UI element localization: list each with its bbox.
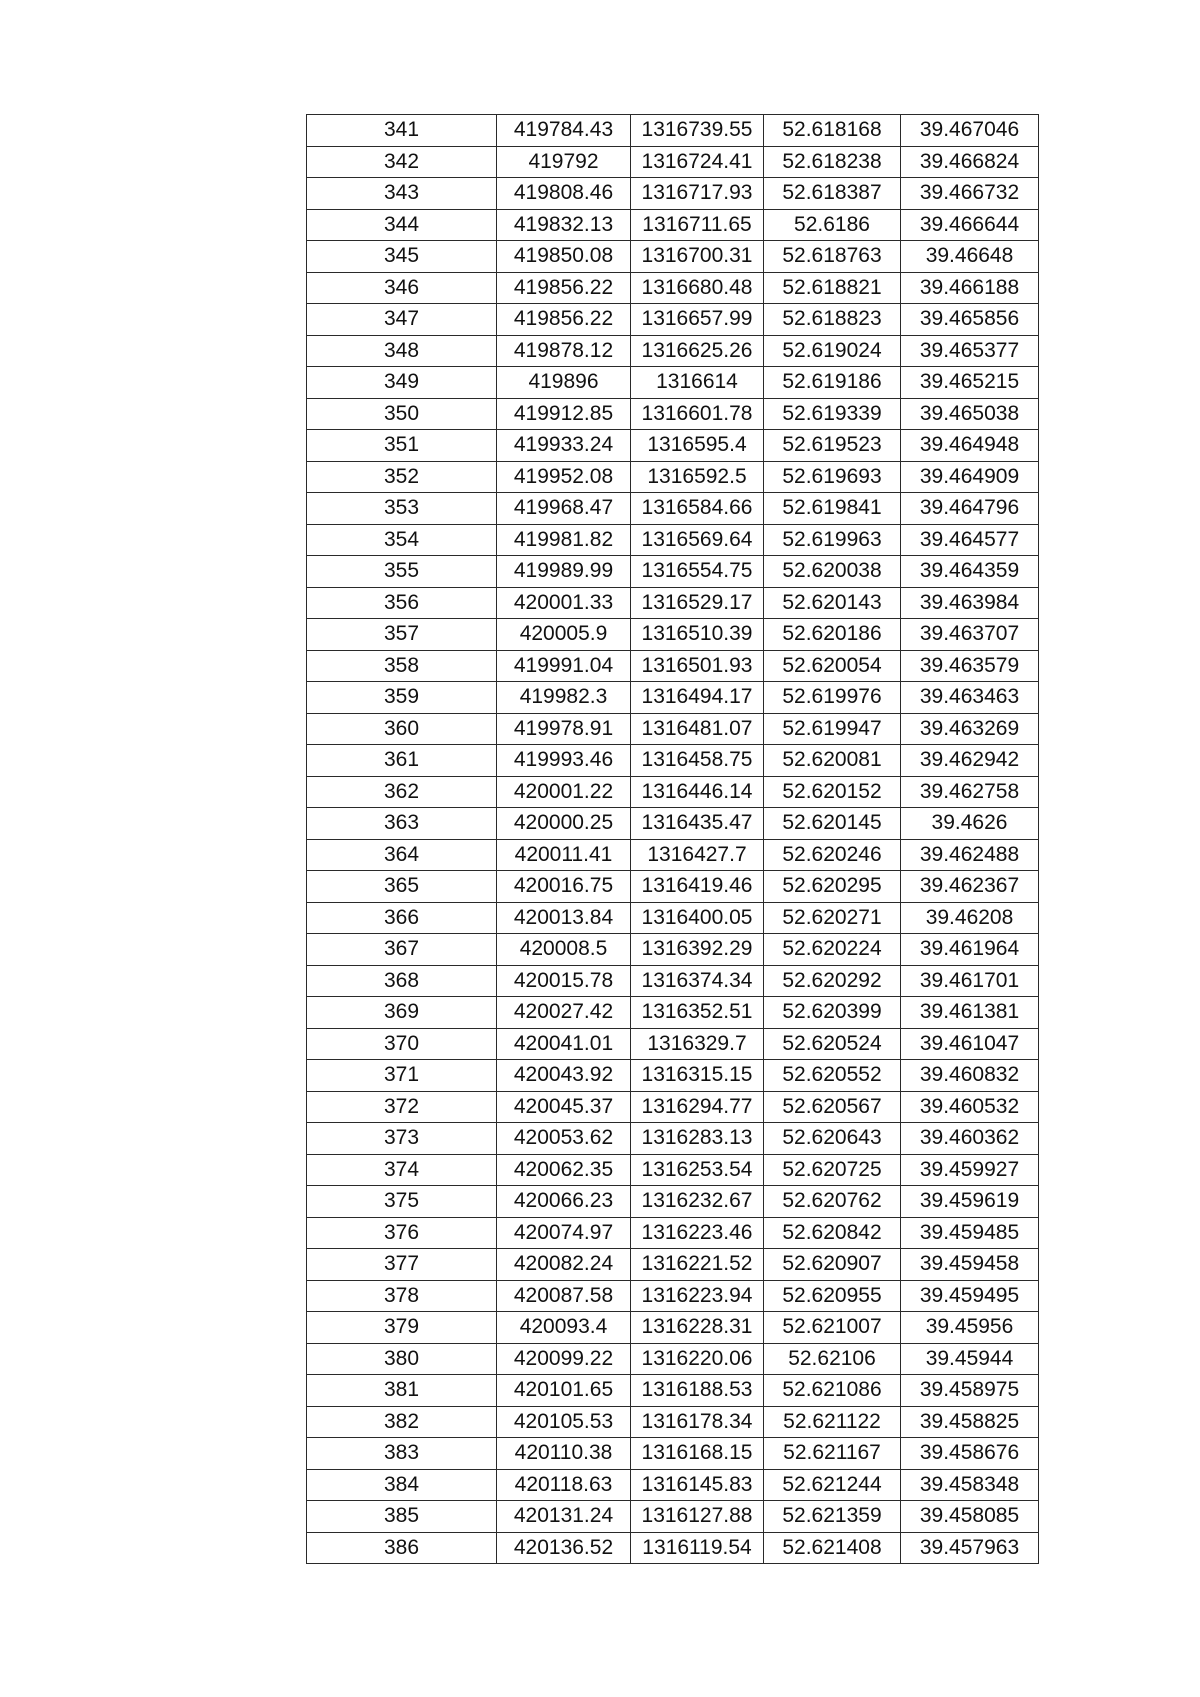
x-coordinate-cell: 419978.91 bbox=[497, 713, 631, 745]
table-row bbox=[307, 713, 1039, 745]
table-row bbox=[307, 146, 1039, 178]
x-coordinate-cell: 419832.13 bbox=[497, 209, 631, 241]
longitude-cell: 39.462758 bbox=[901, 776, 1039, 808]
x-coordinate-cell: 419993.46 bbox=[497, 745, 631, 777]
latitude-cell: 52.620643 bbox=[764, 1123, 901, 1155]
y-coordinate-cell: 1316700.31 bbox=[631, 241, 764, 273]
longitude-cell: 39.465215 bbox=[901, 367, 1039, 399]
x-coordinate-cell: 420093.4 bbox=[497, 1312, 631, 1344]
point-number-cell: 365 bbox=[307, 871, 497, 903]
y-coordinate-cell: 1316481.07 bbox=[631, 713, 764, 745]
longitude-cell: 39.462942 bbox=[901, 745, 1039, 777]
table-row bbox=[307, 241, 1039, 273]
point-number-cell: 347 bbox=[307, 304, 497, 336]
latitude-cell: 52.619693 bbox=[764, 461, 901, 493]
point-number-cell: 361 bbox=[307, 745, 497, 777]
x-coordinate-cell: 420008.5 bbox=[497, 934, 631, 966]
x-coordinate-cell: 419808.46 bbox=[497, 178, 631, 210]
table-row bbox=[307, 1532, 1039, 1564]
latitude-cell: 52.619523 bbox=[764, 430, 901, 462]
x-coordinate-cell: 420053.62 bbox=[497, 1123, 631, 1155]
latitude-cell: 52.621244 bbox=[764, 1469, 901, 1501]
latitude-cell: 52.620725 bbox=[764, 1154, 901, 1186]
y-coordinate-cell: 1316510.39 bbox=[631, 619, 764, 651]
table-row bbox=[307, 650, 1039, 682]
table-row bbox=[307, 1060, 1039, 1092]
point-number-cell: 352 bbox=[307, 461, 497, 493]
latitude-cell: 52.620524 bbox=[764, 1028, 901, 1060]
y-coordinate-cell: 1316592.5 bbox=[631, 461, 764, 493]
latitude-cell: 52.620907 bbox=[764, 1249, 901, 1281]
point-number-cell: 372 bbox=[307, 1091, 497, 1123]
longitude-cell: 39.458085 bbox=[901, 1501, 1039, 1533]
latitude-cell: 52.620552 bbox=[764, 1060, 901, 1092]
longitude-cell: 39.464796 bbox=[901, 493, 1039, 525]
latitude-cell: 52.620842 bbox=[764, 1217, 901, 1249]
point-number-cell: 378 bbox=[307, 1280, 497, 1312]
longitude-cell: 39.458676 bbox=[901, 1438, 1039, 1470]
point-number-cell: 384 bbox=[307, 1469, 497, 1501]
longitude-cell: 39.460832 bbox=[901, 1060, 1039, 1092]
table-row bbox=[307, 1343, 1039, 1375]
latitude-cell: 52.621408 bbox=[764, 1532, 901, 1564]
point-number-cell: 364 bbox=[307, 839, 497, 871]
longitude-cell: 39.465038 bbox=[901, 398, 1039, 430]
latitude-cell: 52.620955 bbox=[764, 1280, 901, 1312]
latitude-cell: 52.621007 bbox=[764, 1312, 901, 1344]
longitude-cell: 39.46648 bbox=[901, 241, 1039, 273]
x-coordinate-cell: 420118.63 bbox=[497, 1469, 631, 1501]
table-row bbox=[307, 776, 1039, 808]
longitude-cell: 39.467046 bbox=[901, 115, 1039, 147]
x-coordinate-cell: 420001.22 bbox=[497, 776, 631, 808]
x-coordinate-cell: 420087.58 bbox=[497, 1280, 631, 1312]
latitude-cell: 52.618238 bbox=[764, 146, 901, 178]
y-coordinate-cell: 1316283.13 bbox=[631, 1123, 764, 1155]
x-coordinate-cell: 420016.75 bbox=[497, 871, 631, 903]
longitude-cell: 39.464909 bbox=[901, 461, 1039, 493]
table-row bbox=[307, 430, 1039, 462]
latitude-cell: 52.619024 bbox=[764, 335, 901, 367]
point-number-cell: 355 bbox=[307, 556, 497, 588]
longitude-cell: 39.461381 bbox=[901, 997, 1039, 1029]
point-number-cell: 360 bbox=[307, 713, 497, 745]
latitude-cell: 52.621167 bbox=[764, 1438, 901, 1470]
point-number-cell: 381 bbox=[307, 1375, 497, 1407]
longitude-cell: 39.459927 bbox=[901, 1154, 1039, 1186]
table-row bbox=[307, 839, 1039, 871]
latitude-cell: 52.620054 bbox=[764, 650, 901, 682]
x-coordinate-cell: 420082.24 bbox=[497, 1249, 631, 1281]
latitude-cell: 52.620292 bbox=[764, 965, 901, 997]
longitude-cell: 39.465377 bbox=[901, 335, 1039, 367]
longitude-cell: 39.465856 bbox=[901, 304, 1039, 336]
point-number-cell: 386 bbox=[307, 1532, 497, 1564]
latitude-cell: 52.620145 bbox=[764, 808, 901, 840]
longitude-cell: 39.464948 bbox=[901, 430, 1039, 462]
y-coordinate-cell: 1316501.93 bbox=[631, 650, 764, 682]
y-coordinate-cell: 1316168.15 bbox=[631, 1438, 764, 1470]
longitude-cell: 39.46208 bbox=[901, 902, 1039, 934]
table-row bbox=[307, 178, 1039, 210]
point-number-cell: 343 bbox=[307, 178, 497, 210]
longitude-cell: 39.458975 bbox=[901, 1375, 1039, 1407]
y-coordinate-cell: 1316221.52 bbox=[631, 1249, 764, 1281]
table-row bbox=[307, 902, 1039, 934]
longitude-cell: 39.457963 bbox=[901, 1532, 1039, 1564]
x-coordinate-cell: 419968.47 bbox=[497, 493, 631, 525]
y-coordinate-cell: 1316680.48 bbox=[631, 272, 764, 304]
point-number-cell: 351 bbox=[307, 430, 497, 462]
point-number-cell: 373 bbox=[307, 1123, 497, 1155]
longitude-cell: 39.466644 bbox=[901, 209, 1039, 241]
latitude-cell: 52.620038 bbox=[764, 556, 901, 588]
point-number-cell: 359 bbox=[307, 682, 497, 714]
x-coordinate-cell: 420062.35 bbox=[497, 1154, 631, 1186]
table-row bbox=[307, 1438, 1039, 1470]
x-coordinate-cell: 419912.85 bbox=[497, 398, 631, 430]
x-coordinate-cell: 420136.52 bbox=[497, 1532, 631, 1564]
table-row bbox=[307, 871, 1039, 903]
table-row bbox=[307, 1154, 1039, 1186]
y-coordinate-cell: 1316427.7 bbox=[631, 839, 764, 871]
longitude-cell: 39.466188 bbox=[901, 272, 1039, 304]
y-coordinate-cell: 1316253.54 bbox=[631, 1154, 764, 1186]
table-row bbox=[307, 934, 1039, 966]
y-coordinate-cell: 1316569.64 bbox=[631, 524, 764, 556]
latitude-cell: 52.621359 bbox=[764, 1501, 901, 1533]
point-number-cell: 345 bbox=[307, 241, 497, 273]
y-coordinate-cell: 1316554.75 bbox=[631, 556, 764, 588]
longitude-cell: 39.459458 bbox=[901, 1249, 1039, 1281]
table-row bbox=[307, 367, 1039, 399]
table-row bbox=[307, 335, 1039, 367]
x-coordinate-cell: 420099.22 bbox=[497, 1343, 631, 1375]
latitude-cell: 52.620224 bbox=[764, 934, 901, 966]
x-coordinate-cell: 420074.97 bbox=[497, 1217, 631, 1249]
y-coordinate-cell: 1316145.83 bbox=[631, 1469, 764, 1501]
x-coordinate-cell: 420027.42 bbox=[497, 997, 631, 1029]
x-coordinate-cell: 420043.92 bbox=[497, 1060, 631, 1092]
x-coordinate-cell: 420066.23 bbox=[497, 1186, 631, 1218]
point-number-cell: 376 bbox=[307, 1217, 497, 1249]
latitude-cell: 52.618823 bbox=[764, 304, 901, 336]
latitude-cell: 52.619947 bbox=[764, 713, 901, 745]
y-coordinate-cell: 1316127.88 bbox=[631, 1501, 764, 1533]
y-coordinate-cell: 1316458.75 bbox=[631, 745, 764, 777]
latitude-cell: 52.6186 bbox=[764, 209, 901, 241]
x-coordinate-cell: 420041.01 bbox=[497, 1028, 631, 1060]
longitude-cell: 39.461701 bbox=[901, 965, 1039, 997]
table-row bbox=[307, 1028, 1039, 1060]
latitude-cell: 52.618387 bbox=[764, 178, 901, 210]
y-coordinate-cell: 1316657.99 bbox=[631, 304, 764, 336]
y-coordinate-cell: 1316601.78 bbox=[631, 398, 764, 430]
y-coordinate-cell: 1316352.51 bbox=[631, 997, 764, 1029]
point-number-cell: 380 bbox=[307, 1343, 497, 1375]
longitude-cell: 39.460362 bbox=[901, 1123, 1039, 1155]
point-number-cell: 371 bbox=[307, 1060, 497, 1092]
longitude-cell: 39.459485 bbox=[901, 1217, 1039, 1249]
coordinates-table bbox=[306, 114, 1039, 1564]
y-coordinate-cell: 1316717.93 bbox=[631, 178, 764, 210]
point-number-cell: 350 bbox=[307, 398, 497, 430]
y-coordinate-cell: 1316614 bbox=[631, 367, 764, 399]
point-number-cell: 354 bbox=[307, 524, 497, 556]
point-number-cell: 375 bbox=[307, 1186, 497, 1218]
latitude-cell: 52.621122 bbox=[764, 1406, 901, 1438]
y-coordinate-cell: 1316494.17 bbox=[631, 682, 764, 714]
table-row bbox=[307, 209, 1039, 241]
table-row bbox=[307, 745, 1039, 777]
y-coordinate-cell: 1316724.41 bbox=[631, 146, 764, 178]
point-number-cell: 342 bbox=[307, 146, 497, 178]
table-row bbox=[307, 965, 1039, 997]
point-number-cell: 348 bbox=[307, 335, 497, 367]
point-number-cell: 367 bbox=[307, 934, 497, 966]
table-row bbox=[307, 1406, 1039, 1438]
latitude-cell: 52.620399 bbox=[764, 997, 901, 1029]
x-coordinate-cell: 419856.22 bbox=[497, 304, 631, 336]
latitude-cell: 52.620271 bbox=[764, 902, 901, 934]
table-row bbox=[307, 272, 1039, 304]
longitude-cell: 39.461964 bbox=[901, 934, 1039, 966]
latitude-cell: 52.620081 bbox=[764, 745, 901, 777]
point-number-cell: 383 bbox=[307, 1438, 497, 1470]
y-coordinate-cell: 1316711.65 bbox=[631, 209, 764, 241]
table-row bbox=[307, 1280, 1039, 1312]
point-number-cell: 349 bbox=[307, 367, 497, 399]
table-row bbox=[307, 1217, 1039, 1249]
y-coordinate-cell: 1316374.34 bbox=[631, 965, 764, 997]
table-row bbox=[307, 1123, 1039, 1155]
table-row bbox=[307, 461, 1039, 493]
y-coordinate-cell: 1316400.05 bbox=[631, 902, 764, 934]
x-coordinate-cell: 419784.43 bbox=[497, 115, 631, 147]
x-coordinate-cell: 419856.22 bbox=[497, 272, 631, 304]
longitude-cell: 39.462367 bbox=[901, 871, 1039, 903]
x-coordinate-cell: 419850.08 bbox=[497, 241, 631, 273]
x-coordinate-cell: 419991.04 bbox=[497, 650, 631, 682]
y-coordinate-cell: 1316119.54 bbox=[631, 1532, 764, 1564]
longitude-cell: 39.45956 bbox=[901, 1312, 1039, 1344]
longitude-cell: 39.458825 bbox=[901, 1406, 1039, 1438]
longitude-cell: 39.466824 bbox=[901, 146, 1039, 178]
y-coordinate-cell: 1316329.7 bbox=[631, 1028, 764, 1060]
point-number-cell: 369 bbox=[307, 997, 497, 1029]
latitude-cell: 52.619963 bbox=[764, 524, 901, 556]
y-coordinate-cell: 1316584.66 bbox=[631, 493, 764, 525]
latitude-cell: 52.620295 bbox=[764, 871, 901, 903]
longitude-cell: 39.463707 bbox=[901, 619, 1039, 651]
table-row bbox=[307, 1312, 1039, 1344]
x-coordinate-cell: 420110.38 bbox=[497, 1438, 631, 1470]
longitude-cell: 39.464577 bbox=[901, 524, 1039, 556]
longitude-cell: 39.464359 bbox=[901, 556, 1039, 588]
x-coordinate-cell: 419792 bbox=[497, 146, 631, 178]
latitude-cell: 52.619841 bbox=[764, 493, 901, 525]
longitude-cell: 39.458348 bbox=[901, 1469, 1039, 1501]
y-coordinate-cell: 1316435.47 bbox=[631, 808, 764, 840]
y-coordinate-cell: 1316188.53 bbox=[631, 1375, 764, 1407]
longitude-cell: 39.460532 bbox=[901, 1091, 1039, 1123]
y-coordinate-cell: 1316294.77 bbox=[631, 1091, 764, 1123]
x-coordinate-cell: 419989.99 bbox=[497, 556, 631, 588]
x-coordinate-cell: 419982.3 bbox=[497, 682, 631, 714]
x-coordinate-cell: 420011.41 bbox=[497, 839, 631, 871]
y-coordinate-cell: 1316220.06 bbox=[631, 1343, 764, 1375]
latitude-cell: 52.618821 bbox=[764, 272, 901, 304]
latitude-cell: 52.618763 bbox=[764, 241, 901, 273]
latitude-cell: 52.619976 bbox=[764, 682, 901, 714]
y-coordinate-cell: 1316315.15 bbox=[631, 1060, 764, 1092]
x-coordinate-cell: 420000.25 bbox=[497, 808, 631, 840]
point-number-cell: 382 bbox=[307, 1406, 497, 1438]
table-row bbox=[307, 997, 1039, 1029]
y-coordinate-cell: 1316419.46 bbox=[631, 871, 764, 903]
latitude-cell: 52.620567 bbox=[764, 1091, 901, 1123]
y-coordinate-cell: 1316228.31 bbox=[631, 1312, 764, 1344]
longitude-cell: 39.4626 bbox=[901, 808, 1039, 840]
latitude-cell: 52.619186 bbox=[764, 367, 901, 399]
latitude-cell: 52.621086 bbox=[764, 1375, 901, 1407]
x-coordinate-cell: 420001.33 bbox=[497, 587, 631, 619]
x-coordinate-cell: 420005.9 bbox=[497, 619, 631, 651]
table-row bbox=[307, 1501, 1039, 1533]
table-row bbox=[307, 682, 1039, 714]
table-row bbox=[307, 1469, 1039, 1501]
point-number-cell: 366 bbox=[307, 902, 497, 934]
x-coordinate-cell: 420013.84 bbox=[497, 902, 631, 934]
longitude-cell: 39.463463 bbox=[901, 682, 1039, 714]
y-coordinate-cell: 1316223.94 bbox=[631, 1280, 764, 1312]
table-row bbox=[307, 556, 1039, 588]
y-coordinate-cell: 1316232.67 bbox=[631, 1186, 764, 1218]
point-number-cell: 357 bbox=[307, 619, 497, 651]
latitude-cell: 52.620186 bbox=[764, 619, 901, 651]
longitude-cell: 39.45944 bbox=[901, 1343, 1039, 1375]
table-row bbox=[307, 1091, 1039, 1123]
latitude-cell: 52.620143 bbox=[764, 587, 901, 619]
point-number-cell: 356 bbox=[307, 587, 497, 619]
y-coordinate-cell: 1316392.29 bbox=[631, 934, 764, 966]
longitude-cell: 39.459495 bbox=[901, 1280, 1039, 1312]
x-coordinate-cell: 419933.24 bbox=[497, 430, 631, 462]
x-coordinate-cell: 420105.53 bbox=[497, 1406, 631, 1438]
longitude-cell: 39.466732 bbox=[901, 178, 1039, 210]
latitude-cell: 52.618168 bbox=[764, 115, 901, 147]
x-coordinate-cell: 420131.24 bbox=[497, 1501, 631, 1533]
latitude-cell: 52.620152 bbox=[764, 776, 901, 808]
point-number-cell: 363 bbox=[307, 808, 497, 840]
point-number-cell: 344 bbox=[307, 209, 497, 241]
x-coordinate-cell: 420045.37 bbox=[497, 1091, 631, 1123]
point-number-cell: 346 bbox=[307, 272, 497, 304]
x-coordinate-cell: 420101.65 bbox=[497, 1375, 631, 1407]
longitude-cell: 39.463579 bbox=[901, 650, 1039, 682]
latitude-cell: 52.620762 bbox=[764, 1186, 901, 1218]
point-number-cell: 341 bbox=[307, 115, 497, 147]
longitude-cell: 39.459619 bbox=[901, 1186, 1039, 1218]
y-coordinate-cell: 1316446.14 bbox=[631, 776, 764, 808]
table-row bbox=[307, 619, 1039, 651]
y-coordinate-cell: 1316625.26 bbox=[631, 335, 764, 367]
y-coordinate-cell: 1316223.46 bbox=[631, 1217, 764, 1249]
y-coordinate-cell: 1316595.4 bbox=[631, 430, 764, 462]
table-row bbox=[307, 115, 1039, 147]
y-coordinate-cell: 1316739.55 bbox=[631, 115, 764, 147]
table-row bbox=[307, 524, 1039, 556]
table-row bbox=[307, 587, 1039, 619]
point-number-cell: 368 bbox=[307, 965, 497, 997]
longitude-cell: 39.463269 bbox=[901, 713, 1039, 745]
longitude-cell: 39.461047 bbox=[901, 1028, 1039, 1060]
point-number-cell: 362 bbox=[307, 776, 497, 808]
table-row bbox=[307, 808, 1039, 840]
latitude-cell: 52.620246 bbox=[764, 839, 901, 871]
table-row bbox=[307, 1375, 1039, 1407]
longitude-cell: 39.462488 bbox=[901, 839, 1039, 871]
point-number-cell: 358 bbox=[307, 650, 497, 682]
x-coordinate-cell: 419878.12 bbox=[497, 335, 631, 367]
point-number-cell: 385 bbox=[307, 1501, 497, 1533]
point-number-cell: 377 bbox=[307, 1249, 497, 1281]
point-number-cell: 374 bbox=[307, 1154, 497, 1186]
coordinates-table-body bbox=[307, 115, 1039, 1564]
x-coordinate-cell: 420015.78 bbox=[497, 965, 631, 997]
table-row bbox=[307, 493, 1039, 525]
table-row bbox=[307, 1186, 1039, 1218]
table-row bbox=[307, 304, 1039, 336]
point-number-cell: 370 bbox=[307, 1028, 497, 1060]
y-coordinate-cell: 1316529.17 bbox=[631, 587, 764, 619]
y-coordinate-cell: 1316178.34 bbox=[631, 1406, 764, 1438]
x-coordinate-cell: 419952.08 bbox=[497, 461, 631, 493]
point-number-cell: 353 bbox=[307, 493, 497, 525]
x-coordinate-cell: 419981.82 bbox=[497, 524, 631, 556]
latitude-cell: 52.619339 bbox=[764, 398, 901, 430]
longitude-cell: 39.463984 bbox=[901, 587, 1039, 619]
latitude-cell: 52.62106 bbox=[764, 1343, 901, 1375]
table-row bbox=[307, 1249, 1039, 1281]
table-row bbox=[307, 398, 1039, 430]
x-coordinate-cell: 419896 bbox=[497, 367, 631, 399]
point-number-cell: 379 bbox=[307, 1312, 497, 1344]
